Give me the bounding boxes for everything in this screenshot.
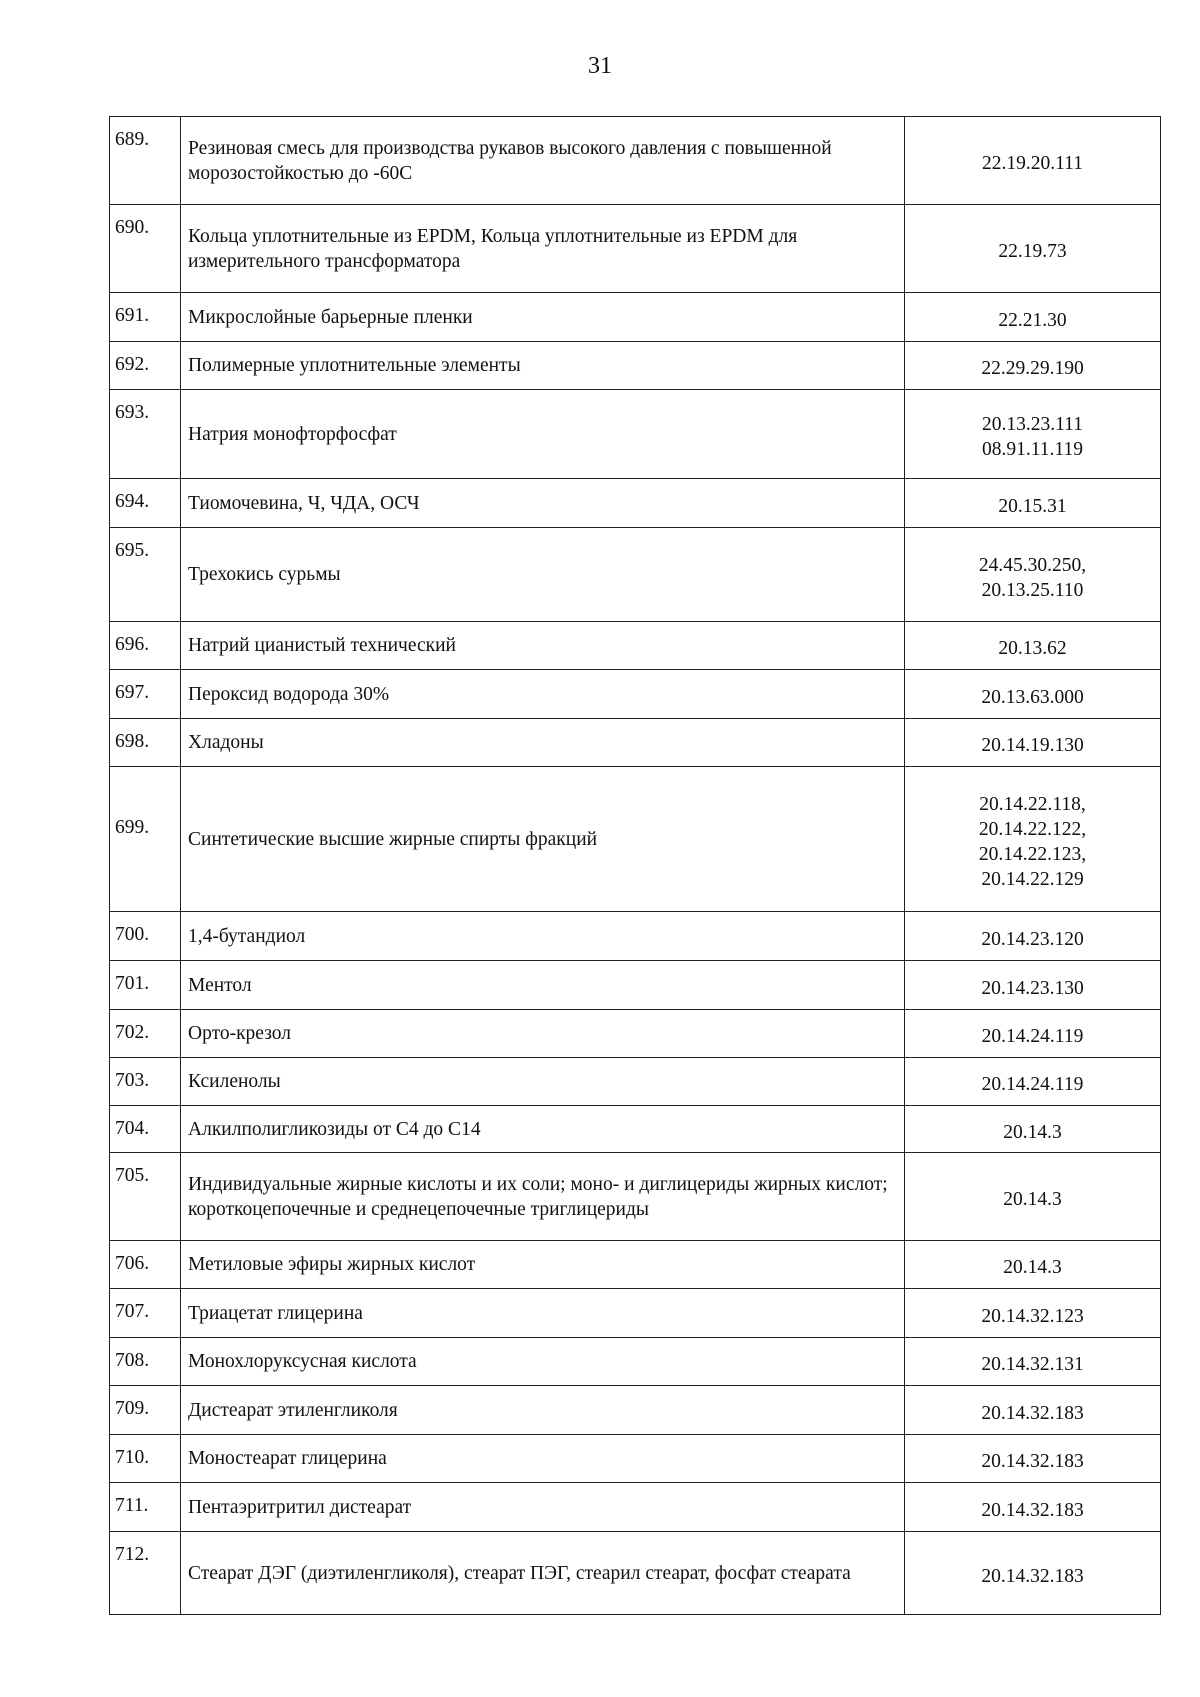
okpd-code: 20.13.63.000 [981, 686, 1084, 708]
code-cell [905, 1483, 1161, 1532]
code-cell [905, 961, 1161, 1010]
row-number: 712. [110, 1532, 181, 1615]
okpd-code: 20.15.31 [998, 495, 1067, 517]
product-name: Тиомочевина, Ч, ЧДА, ОСЧ [181, 479, 905, 528]
product-name: Триацетат глицерина [181, 1289, 905, 1338]
okpd-code: 20.14.3 [1003, 1121, 1062, 1143]
table-row [110, 205, 1161, 293]
okpd-code: 20.14.19.130 [981, 735, 1084, 756]
table-row [110, 390, 1161, 479]
product-name: Стеарат ДЭГ (диэтиленгликоля), стеарат ПЭГ, стеарил стеарат, фосфат стеарата [181, 1532, 905, 1615]
row-number: 700. [110, 912, 181, 961]
table-row [110, 719, 1161, 767]
product-name: Монохлоруксусная кислота [181, 1338, 905, 1386]
okpd-code: 08.91.11.119 [982, 439, 1083, 460]
row-number: 705. [110, 1153, 181, 1241]
code-cell [905, 528, 1161, 622]
table-row [110, 342, 1161, 390]
okpd-code: 20.14.32.183 [981, 1499, 1084, 1521]
okpd-code: 22.21.30 [998, 309, 1067, 331]
row-number: 704. [110, 1106, 181, 1153]
product-name: Хладоны [181, 719, 905, 767]
row-number: 694. [110, 479, 181, 528]
table-row [110, 1010, 1161, 1058]
table-row [110, 1106, 1161, 1153]
table-row [110, 1338, 1161, 1386]
okpd-code: 20.13.62 [998, 638, 1067, 659]
row-number: 701. [110, 961, 181, 1010]
okpd-code: 20.14.32.183 [981, 1402, 1084, 1424]
row-number: 693. [110, 390, 181, 479]
row-number: 695. [110, 528, 181, 622]
product-name: Моностеарат глицерина [181, 1435, 905, 1483]
table-row [110, 1386, 1161, 1435]
code-cell [905, 719, 1161, 767]
product-name: Полимерные уплотнительные элементы [181, 342, 905, 390]
table-row [110, 479, 1161, 528]
row-number: 698. [110, 719, 181, 767]
okpd-code: 20.13.23.111 [982, 414, 1083, 435]
table-row [110, 912, 1161, 961]
code-cell [905, 1338, 1161, 1386]
row-number: 711. [110, 1483, 181, 1532]
table-row [110, 1241, 1161, 1289]
okpd-code: 22.19.73 [998, 241, 1067, 262]
code-cell [905, 1106, 1161, 1153]
product-name: Кольца уплотнительные из EPDM, Кольца уплотнительные из EPDM для измерительного трансформатора [181, 205, 905, 293]
product-name: Пероксид водорода 30% [181, 670, 905, 719]
okpd-code: 20.14.22.129 [981, 869, 1084, 890]
row-number: 696. [110, 622, 181, 670]
row-number: 708. [110, 1338, 181, 1386]
table-row [110, 670, 1161, 719]
table-row [110, 117, 1161, 205]
page-number: 31 [588, 53, 612, 79]
table-row [110, 528, 1161, 622]
product-name: Натрий цианистый технический [181, 622, 905, 670]
code-cell [905, 293, 1161, 342]
table-row [110, 1289, 1161, 1338]
okpd-code: 20.14.32.183 [981, 1565, 1084, 1587]
row-number: 691. [110, 293, 181, 342]
code-cell [905, 1058, 1161, 1106]
row-number: 697. [110, 670, 181, 719]
okpd-code: 20.14.22.123, [978, 844, 1087, 865]
okpd-code: 22.29.29.190 [981, 358, 1084, 379]
okpd-code: 24.45.30.250, [978, 554, 1087, 576]
product-name: 1,4-бутандиол [181, 912, 905, 961]
code-cell [905, 1289, 1161, 1338]
product-name: Трехокись сурьмы [181, 528, 905, 622]
code-cell [905, 1435, 1161, 1483]
code-cell [905, 390, 1161, 479]
product-name: Синтетические высшие жирные спирты фракций [181, 767, 905, 912]
okpd-code: 20.14.24.119 [981, 1026, 1084, 1047]
product-name: Дистеарат этиленгликоля [181, 1386, 905, 1435]
table-row [110, 767, 1161, 912]
code-cell [905, 205, 1161, 293]
table-row [110, 961, 1161, 1010]
product-name: Орто-крезол [181, 1010, 905, 1058]
row-number: 690. [110, 205, 181, 293]
code-cell [905, 1532, 1161, 1615]
product-name: Ксиленолы [181, 1058, 905, 1106]
table-row [110, 622, 1161, 670]
row-number: 709. [110, 1386, 181, 1435]
code-cell [905, 670, 1161, 719]
code-cell [905, 1153, 1161, 1241]
okpd-code: 20.14.22.122, [978, 819, 1087, 840]
okpd-code: 22.19.20.111 [982, 153, 1083, 174]
okpd-code: 20.14.32.131 [981, 1354, 1084, 1375]
row-number: 699. [110, 767, 181, 912]
product-name: Пентаэритритил дистеарат [181, 1483, 905, 1532]
table-row [110, 1153, 1161, 1241]
code-cell [905, 1386, 1161, 1435]
code-cell [905, 912, 1161, 961]
table-row [110, 1435, 1161, 1483]
okpd-code: 20.14.24.119 [981, 1074, 1084, 1095]
row-number: 689. [110, 117, 181, 205]
product-name: Натрия монофторфосфат [181, 390, 905, 479]
table-row [110, 293, 1161, 342]
row-number: 707. [110, 1289, 181, 1338]
okpd-code: 20.14.23.120 [981, 928, 1084, 950]
okpd-code: 20.14.32.123 [981, 1305, 1084, 1327]
row-number: 692. [110, 342, 181, 390]
okpd-code: 20.14.3 [1003, 1189, 1062, 1210]
product-name: Метиловые эфиры жирных кислот [181, 1241, 905, 1289]
code-cell [905, 622, 1161, 670]
table-row [110, 1532, 1161, 1615]
product-name: Ментол [181, 961, 905, 1010]
row-number: 706. [110, 1241, 181, 1289]
row-number: 702. [110, 1010, 181, 1058]
items-table [109, 116, 1161, 1615]
product-name: Индивидуальные жирные кислоты и их соли; моно- и диглицериды жирных кислот; короткоцепочечные и среднецепочечные триглицериды [181, 1153, 905, 1241]
row-number: 703. [110, 1058, 181, 1106]
code-cell [905, 767, 1161, 912]
code-cell [905, 1241, 1161, 1289]
row-number: 710. [110, 1435, 181, 1483]
okpd-code: 20.14.23.130 [981, 977, 1084, 999]
product-name: Резиновая смесь для производства рукавов высокого давления с повышенной морозостойкостью до -60С [181, 117, 905, 205]
code-cell [905, 342, 1161, 390]
code-cell [905, 117, 1161, 205]
okpd-code: 20.13.25.110 [981, 579, 1084, 601]
code-cell [905, 479, 1161, 528]
table-row [110, 1058, 1161, 1106]
okpd-code: 20.14.3 [1003, 1257, 1062, 1278]
okpd-code: 20.14.32.183 [981, 1451, 1084, 1472]
product-name: Алкилполигликозиды от С4 до С14 [181, 1106, 905, 1153]
code-cell [905, 1010, 1161, 1058]
okpd-code: 20.14.22.118, [979, 794, 1086, 815]
table-row [110, 1483, 1161, 1532]
product-name: Микрослойные барьерные пленки [181, 293, 905, 342]
